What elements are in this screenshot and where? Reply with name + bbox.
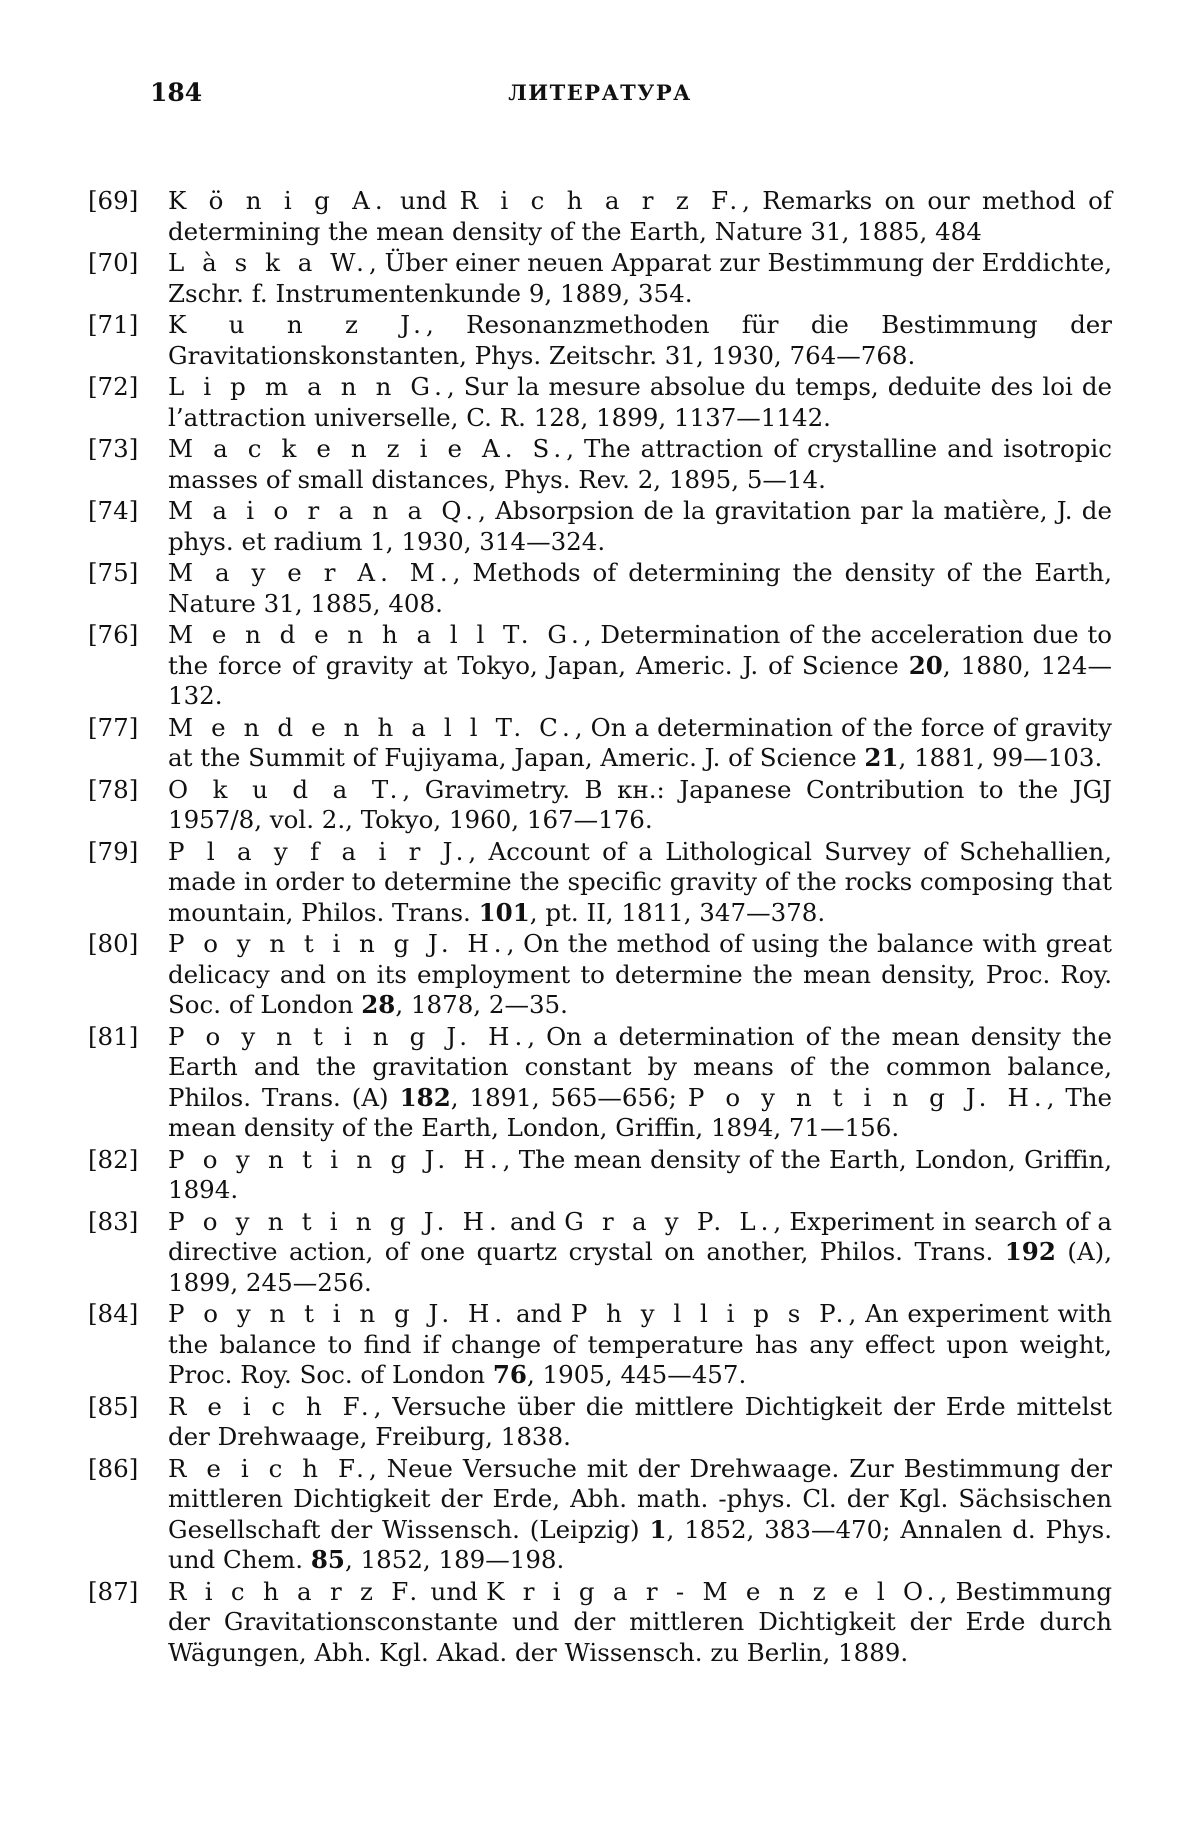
reference-text [168, 1454, 1112, 1576]
reference-text [168, 713, 1112, 774]
reference-fragment: , Absorpsion de la gravitation par la matière, J. de phys. et radium 1, 1930, 314—324. [168, 496, 1112, 556]
reference-text [168, 837, 1112, 929]
reference-entry [88, 1392, 1112, 1453]
reference-entry [88, 186, 1112, 247]
reference-entry [88, 248, 1112, 309]
reference-entry [88, 775, 1112, 836]
reference-fragment: , On the method of using the balance with great delicacy and on its employment to determine the mean density, Proc. Roy. Soc. of London [168, 929, 1112, 1019]
reference-number: [76] [88, 620, 139, 649]
reference-entry [88, 1299, 1112, 1391]
reference-number: [80] [88, 929, 139, 958]
reference-fragment: , The mean density of the Earth, London, Griffin, 1894. [168, 1144, 1112, 1204]
reference-fragment: , pt. II, 1811, 347—378. [529, 897, 826, 927]
reference-entry [88, 837, 1112, 929]
reference-fragment: , Methods of determining the density of the Earth, Nature 31, 1885, 408. [168, 558, 1112, 618]
running-title: ЛИТЕРАТУРА [508, 80, 692, 105]
reference-number: [70] [88, 248, 139, 277]
reference-fragment: , Versuche über die mittlere Dichtigkeit der Erde mittelst der Drehwaage, Freiburg, 1838. [168, 1391, 1112, 1451]
reference-author: P o y n t i n g J. H. [168, 1021, 528, 1051]
reference-entry [88, 434, 1112, 495]
reference-fragment: , 1852, 189—198. [344, 1545, 565, 1574]
reference-fragment: , The mean density of the Earth, London, Griffin, 1894, 71—156. [168, 1082, 1112, 1142]
reference-number: [77] [88, 712, 139, 742]
reference-volume: 28 [361, 990, 396, 1019]
reference-fragment: , Über einer neuen Apparat zur Bestimmung der Erddichte, Zschr. f. Instrumentenkunde 9, 1889, 354. [168, 248, 1113, 308]
reference-volume: 182 [399, 1082, 451, 1112]
reference-fragment: , Account of a Lithological Survey of Schehallien, made in order to determine the specific gravity of the rocks composing that mountain, Philos. Trans. [168, 836, 1112, 927]
reference-text [168, 558, 1112, 619]
reference-author: K ö n i g A. [168, 186, 388, 215]
reference-author: L i p m a n n G. [168, 372, 447, 401]
reference-author: M a i o r a n a Q. [168, 496, 479, 525]
reference-text [168, 434, 1112, 495]
reference-number: [72] [88, 372, 139, 401]
reference-fragment: , Determination of the acceleration due to the force of gravity at Tokyo, Japan, Americ. J. of Science [168, 620, 1112, 680]
reference-author: P h y l l i p s P. [570, 1299, 849, 1328]
reference-fragment: (A), 1899, 245—256. [168, 1237, 1113, 1297]
reference-text [168, 775, 1112, 836]
reference-text [168, 310, 1112, 371]
reference-author: R i c h a r z F. [168, 1576, 423, 1606]
reference-author: P o y n t i n g J. H. [168, 929, 507, 958]
reference-fragment: , Gravimetry. В кн.: Japanese Contribution to the JGJ 1957/8, vol. 2., Tokyo, 1960, 167—176. [168, 774, 1113, 834]
reference-volume: 101 [478, 897, 530, 927]
reference-author: P o y n t i n g J. H. [168, 1299, 508, 1328]
reference-text [168, 186, 1112, 247]
reference-number: [75] [88, 558, 139, 587]
reference-author: R e i c h F. [168, 1391, 374, 1421]
reference-author: K u n z J. [168, 310, 426, 339]
reference-text [168, 1577, 1112, 1669]
reference-fragment: , 1878, 2—35. [395, 990, 568, 1019]
reference-volume: 20 [908, 650, 943, 680]
reference-list [88, 186, 1112, 1668]
reference-author: O k u d a T. [168, 774, 403, 804]
reference-text [168, 496, 1112, 557]
reference-text [168, 929, 1112, 1021]
reference-fragment: , The attraction of crystalline and isotropic masses of small distances, Phys. Rev. 2, 1895, 5—14. [168, 434, 1112, 494]
reference-author: M e n d e n h a l l T. G. [168, 620, 584, 649]
reference-number: [85] [88, 1391, 139, 1421]
reference-text [168, 620, 1112, 712]
reference-entry [88, 713, 1112, 774]
reference-number: [78] [88, 774, 139, 804]
reference-author: P o y n t i n g J. H. [168, 1144, 503, 1174]
reference-fragment: , 1891, 565—656; [450, 1082, 688, 1112]
reference-number: [74] [88, 496, 139, 525]
reference-fragment: , Experiment in search of a directive action, of one quartz crystal on another, Philos. Trans. [168, 1206, 1112, 1266]
reference-fragment: , 1880, 124—132. [168, 650, 1112, 710]
reference-number: [81] [88, 1021, 139, 1051]
reference-text [168, 1299, 1112, 1391]
reference-text [168, 1207, 1112, 1299]
reference-text [168, 1392, 1112, 1453]
reference-author: M e n d e n h a l l T. C. [168, 712, 575, 742]
page-header [88, 78, 1112, 138]
reference-entry [88, 1145, 1112, 1206]
reference-fragment: , 1852, 383—470; Annalen d. Phys. und Chem. [168, 1514, 1113, 1574]
reference-author: R i c h a r z F. [459, 186, 743, 215]
reference-author: G r a y P. L. [564, 1206, 774, 1236]
reference-text [168, 248, 1112, 309]
reference-number: [82] [88, 1144, 139, 1174]
reference-volume: 21 [864, 743, 899, 772]
reference-author: P l a y f a i r J. [168, 836, 469, 866]
reference-author: R e i c h F. [168, 1453, 369, 1483]
reference-fragment: , Bestimmung der Gravitationsconstante und der mittleren Dichtigkeit der Erde durch Wägungen, Abh. Kgl. Akad. der Wissensch. zu Berlin, 1889. [168, 1576, 1113, 1667]
reference-author: P o y n t i n g J. H. [168, 1206, 502, 1236]
reference-fragment: and [501, 1206, 565, 1236]
reference-number: [86] [88, 1453, 139, 1483]
reference-fragment: , Remarks on our method of determining the mean density of the Earth, Nature 31, 1885, 484 [168, 186, 1112, 246]
reference-fragment: , On a determination of the force of gravity at the Summit of Fujiyama, Japan, Americ. J. of Science [168, 712, 1112, 772]
reference-fragment: , Sur la mesure absolue du temps, deduite des loi de l’attraction universelle, C. R. 128, 1899, 1137—1142. [168, 372, 1113, 432]
reference-number: [69] [88, 186, 139, 215]
reference-volume: 76 [492, 1360, 527, 1389]
reference-author: K r i g a r - M e n z e l O. [486, 1576, 940, 1606]
reference-entry [88, 496, 1112, 557]
reference-number: [83] [88, 1206, 139, 1236]
reference-fragment: , An experiment with the balance to find if change of temperature has any effect upon weight, Proc. Roy. Soc. of London [168, 1299, 1112, 1389]
reference-entry [88, 1022, 1112, 1144]
reference-entry [88, 1577, 1112, 1669]
reference-text [168, 1022, 1112, 1144]
reference-number: [71] [88, 310, 139, 339]
reference-author: M a y e r A. M. [168, 558, 453, 587]
reference-fragment: , 1905, 445—457. [526, 1360, 747, 1389]
reference-fragment: , On a determination of the mean density the Earth and the gravitation constant by means of the common balance, Philos. Trans. (A) [168, 1021, 1112, 1112]
reference-number: [84] [88, 1299, 139, 1328]
reference-entry [88, 1454, 1112, 1576]
reference-fragment: und [387, 186, 460, 215]
reference-number: [73] [88, 434, 139, 463]
reference-volume: 1 [649, 1514, 667, 1544]
reference-volume: 85 [310, 1545, 345, 1574]
reference-fragment: , Neue Versuche mit der Drehwaage. Zur Bestimmung der mittleren Dichtigkeit der Erde, Abh. math. -phys. Cl. der Kgl. Sächsischen Gesellschaft der Wissensch. (Leipzig) [168, 1453, 1112, 1544]
reference-number: [87] [88, 1576, 139, 1606]
reference-entry [88, 558, 1112, 619]
page-number: 184 [150, 78, 203, 107]
reference-fragment: and [507, 1299, 571, 1328]
reference-author: L à s k a W. [168, 248, 369, 277]
reference-text [168, 1145, 1112, 1206]
reference-entry [88, 929, 1112, 1021]
reference-fragment: , Resonanzmethoden für die Bestimmung der Gravitationskonstanten, Phys. Zeitschr. 31, 1930, 764—768. [168, 310, 1112, 370]
reference-author: M a c k e n z i e A. S. [168, 434, 567, 463]
reference-text [168, 372, 1112, 433]
reference-entry [88, 372, 1112, 433]
reference-fragment: , 1881, 99—103. [898, 743, 1103, 772]
reference-author: P o y n t i n g J. H. [687, 1082, 1047, 1112]
reference-entry [88, 620, 1112, 712]
reference-entry [88, 310, 1112, 371]
reference-number: [79] [88, 836, 139, 866]
reference-fragment: und [422, 1576, 487, 1606]
reference-entry [88, 1207, 1112, 1299]
reference-volume: 192 [1004, 1237, 1056, 1266]
